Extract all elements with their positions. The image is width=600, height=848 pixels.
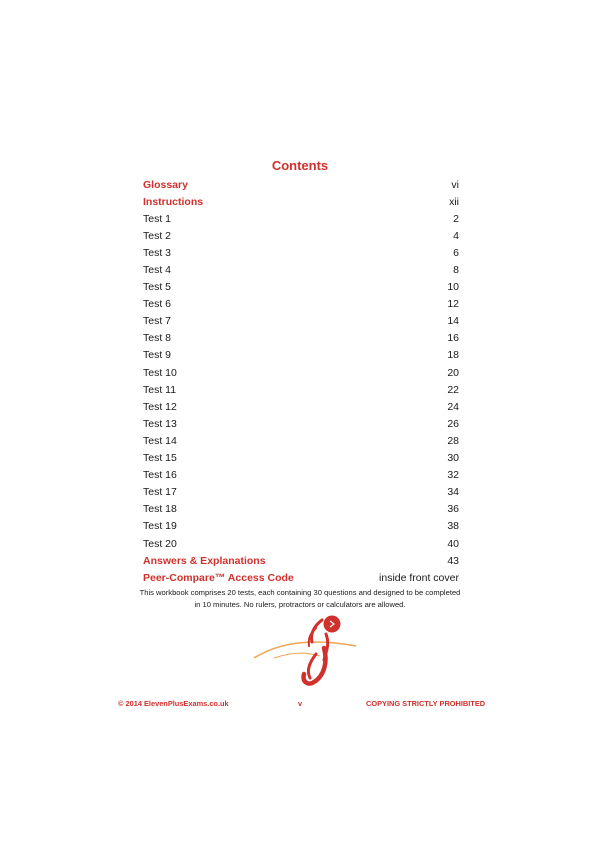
toc-entry-page: xii <box>449 195 459 208</box>
toc-entry-page: 40 <box>447 537 459 550</box>
toc-entry <box>143 244 459 261</box>
toc-entry-label: Test 15 <box>143 452 177 465</box>
toc-entry-label: Test 1 <box>143 212 172 225</box>
toc-entry-label: Test 2 <box>143 229 172 242</box>
toc-entry <box>143 330 459 347</box>
toc-entry-page: 4 <box>453 229 459 242</box>
footer-copyright: © 2014 ElevenPlusExams.co.uk <box>118 699 229 708</box>
toc-entry-page: 8 <box>453 264 459 277</box>
toc-entry-label: Test 19 <box>143 520 177 533</box>
toc-entry <box>143 535 459 552</box>
toc-entry <box>143 347 459 364</box>
toc-entry <box>143 176 459 193</box>
toc-entry-page: 38 <box>447 520 459 533</box>
toc-entry-label: Test 17 <box>143 486 177 499</box>
toc-entry-page: 28 <box>447 434 459 447</box>
toc-entry-label: Test 13 <box>143 417 177 430</box>
toc-entry <box>143 432 459 449</box>
toc-entry-label: Glossary <box>143 178 188 191</box>
toc-entry <box>143 501 459 518</box>
toc-entry-label: Test 3 <box>143 246 172 259</box>
toc-entry-label: Answers & Explanations <box>143 554 266 567</box>
toc-entry-label: Test 9 <box>143 349 172 362</box>
toc-entry-label: Test 14 <box>143 434 177 447</box>
toc-entry-page: 43 <box>447 554 459 567</box>
footer-notice: COPYING STRICTLY PROHIBITED <box>366 699 486 708</box>
toc-entry <box>143 227 459 244</box>
toc-entry <box>143 210 459 227</box>
toc-entry <box>143 279 459 296</box>
toc-entry-page: 34 <box>447 486 459 499</box>
toc-entry-page: 10 <box>447 281 459 294</box>
footer-page-number: v <box>298 699 303 708</box>
toc-entry <box>143 193 459 210</box>
toc-entry-page: 18 <box>447 349 459 362</box>
toc-entry <box>143 467 459 484</box>
note-line-1: This workbook comprises 20 tests, each containing 30 questions and designed to be completed <box>139 588 461 597</box>
toc-entry <box>143 261 459 278</box>
table-of-contents <box>143 176 459 586</box>
toc-entry <box>143 398 459 415</box>
toc-entry-page: 36 <box>447 503 459 516</box>
toc-entry-page: 2 <box>453 212 459 225</box>
note-line-2: in 10 minutes. No rulers, protractors or calculators are allowed. <box>194 600 406 609</box>
toc-entry-label: Test 16 <box>143 469 177 482</box>
toc-entry <box>143 518 459 535</box>
toc-entry <box>143 450 459 467</box>
page-title: Contents <box>271 158 329 173</box>
toc-entry-page: 24 <box>447 400 459 413</box>
toc-entry-page: 16 <box>447 332 459 345</box>
toc-entry <box>143 415 459 432</box>
toc-entry-page: 6 <box>453 246 459 259</box>
toc-entry <box>143 552 459 569</box>
toc-entry-page: 12 <box>447 298 459 311</box>
toc-entry-page: 32 <box>447 469 459 482</box>
toc-entry-page: 26 <box>447 417 459 430</box>
toc-entry-page: vi <box>451 178 459 191</box>
toc-entry-label: Test 20 <box>143 537 177 550</box>
toc-entry-label: Peer-Compare™ Access Code <box>143 571 294 584</box>
toc-entry-label: Test 5 <box>143 281 172 294</box>
toc-entry-label: Test 4 <box>143 264 172 277</box>
toc-entry <box>143 484 459 501</box>
toc-entry <box>143 569 459 586</box>
toc-entry-page: 14 <box>447 315 459 328</box>
running-figure-logo-icon <box>250 608 360 690</box>
toc-entry-label: Test 18 <box>143 503 177 516</box>
toc-entry <box>143 313 459 330</box>
toc-entry-label: Test 6 <box>143 298 172 311</box>
toc-entry-page: 30 <box>447 452 459 465</box>
toc-entry-label: Test 8 <box>143 332 172 345</box>
toc-entry-page: 20 <box>447 366 459 379</box>
toc-entry-label: Test 12 <box>143 400 177 413</box>
toc-entry-label: Test 11 <box>143 383 177 396</box>
toc-entry-page: 22 <box>447 383 459 396</box>
toc-entry-label: Test 10 <box>143 366 177 379</box>
toc-entry <box>143 296 459 313</box>
toc-entry <box>143 364 459 381</box>
toc-entry <box>143 381 459 398</box>
toc-entry-page: inside front cover <box>379 571 459 584</box>
toc-entry-label: Instructions <box>143 195 204 208</box>
toc-entry-label: Test 7 <box>143 315 172 328</box>
